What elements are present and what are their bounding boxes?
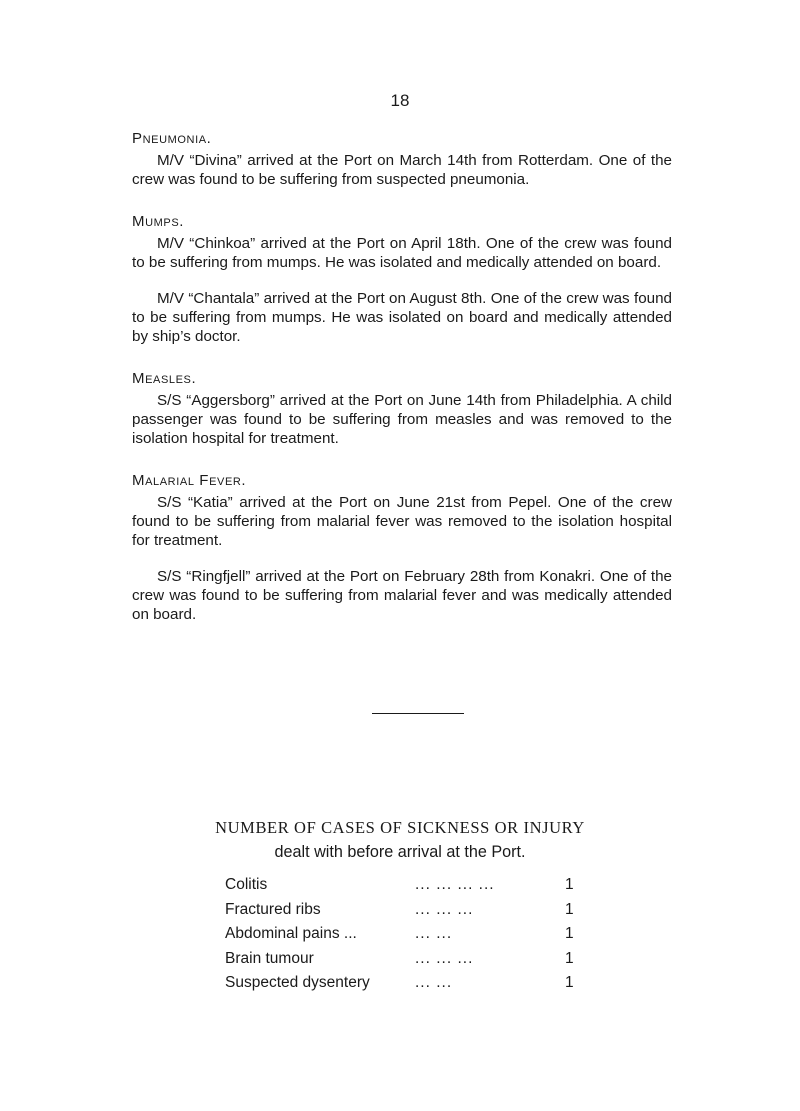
case-paragraph: S/S “Katia” arrived at the Port on June 21st from Pepel. One of the crew found to be suffering from malarial fever was removed to the isolation hospital for treatment.	[132, 494, 672, 549]
table-row	[225, 898, 625, 923]
leader-dots: ... ... ...	[415, 900, 474, 918]
condition-name: Brain tumour	[225, 949, 314, 967]
case-count: 1	[565, 900, 574, 918]
leader-dots: ... ... ... ...	[415, 876, 495, 893]
section-divider	[372, 713, 464, 714]
case-count: 1	[565, 925, 574, 942]
page-number: 18	[390, 91, 410, 110]
table-row	[225, 947, 625, 972]
section-malarial-fever	[132, 472, 672, 624]
condition-name: Suspected dysentery	[225, 974, 370, 991]
section-mumps	[132, 213, 672, 346]
table-row	[225, 922, 625, 947]
table-title: NUMBER OF CASES OF SICKNESS OR INJURY	[215, 818, 585, 837]
case-count: 1	[565, 974, 574, 991]
table-subtitle: dealt with before arrival at the Port.	[274, 843, 526, 861]
case-paragraph: M/V “Chantala” arrived at the Port on August 8th. One of the crew was found to be suffering from mumps. He was isolated on board and medically attended by ship’s doctor.	[132, 290, 672, 345]
cases-table	[225, 873, 625, 996]
report-body	[132, 130, 672, 648]
table-row	[225, 971, 625, 996]
section-pneumonia	[132, 130, 672, 189]
section-heading: Pneumonia.	[132, 130, 212, 147]
case-count: 1	[565, 876, 574, 893]
section-heading: Measles.	[132, 370, 197, 387]
section-measles	[132, 370, 672, 448]
condition-name: Colitis	[225, 876, 268, 893]
case-paragraph: M/V “Chinkoa” arrived at the Port on April 18th. One of the crew was found to be suffering from mumps. He was isolated and medically attended on board.	[132, 235, 672, 271]
section-heading: Malarial Fever.	[132, 472, 247, 489]
leader-dots: ... ...	[415, 925, 453, 942]
leader-dots: ... ... ...	[415, 949, 474, 967]
section-heading: Mumps.	[132, 213, 185, 230]
condition-name: Abdominal pains ...	[225, 925, 357, 942]
condition-name: Fractured ribs	[225, 900, 321, 918]
leader-dots: ... ...	[415, 974, 453, 991]
case-count: 1	[565, 949, 574, 967]
case-paragraph: S/S “Ringfjell” arrived at the Port on February 28th from Konakri. One of the crew was found to be suffering from malarial fever and was medically attended on board.	[132, 568, 672, 623]
table-row	[225, 873, 625, 898]
case-paragraph: S/S “Aggersborg” arrived at the Port on June 14th from Philadelphia. A child passenger was found to be suffering from measles and was removed to the isolation hospital for treatment.	[132, 392, 672, 447]
case-paragraph: M/V “Divina” arrived at the Port on March 14th from Rotterdam. One of the crew was found to be suffering from suspected pneumonia.	[132, 152, 672, 188]
